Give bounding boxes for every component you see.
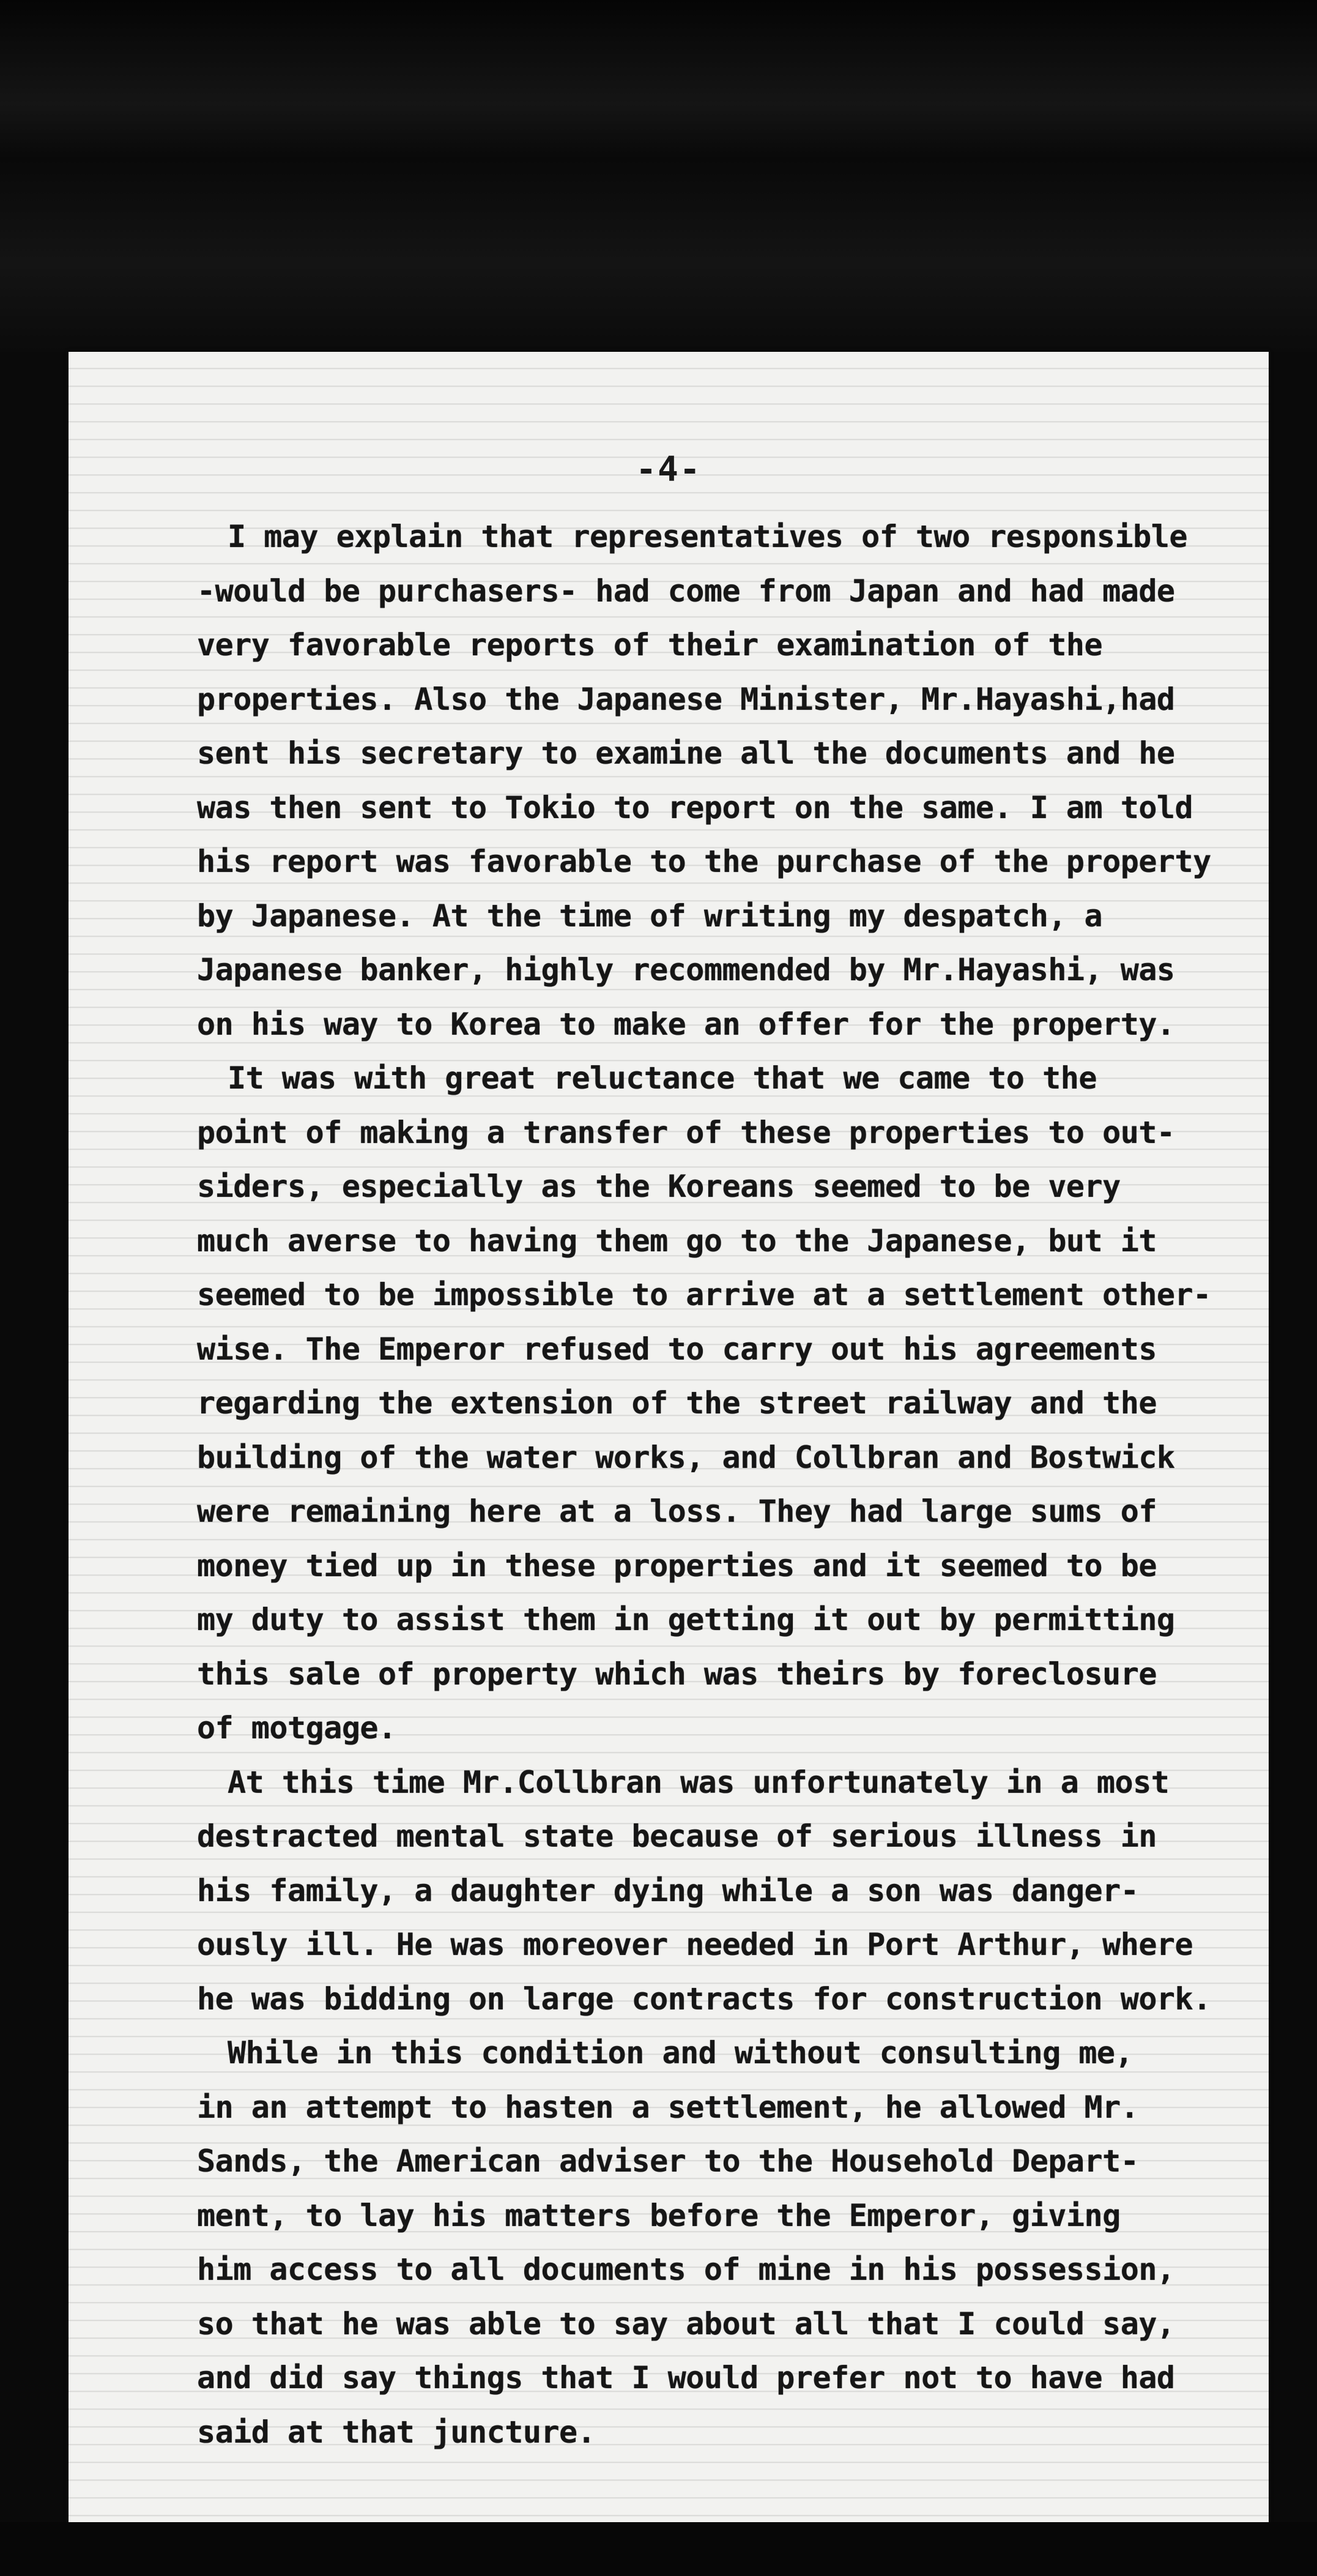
text-line: very favorable reports of their examination of the [197, 627, 1103, 663]
text-line: point of making a transfer of these properties to out- [197, 1114, 1175, 1150]
text-line: While in this condition and without consulting me, [228, 2035, 1133, 2071]
text-line: regarding the extension of the street railway and the [197, 1385, 1157, 1421]
text-line: At this time Mr.Collbran was unfortunately in a most [228, 1764, 1170, 1800]
text-line: of motgage. [197, 1710, 396, 1746]
text-line: his report was favorable to the purchase of the property [197, 844, 1211, 879]
letter-body [197, 510, 1255, 2459]
text-line: seemed to be impossible to arrive at a settlement other- [197, 1277, 1211, 1312]
text-line: wise. The Emperor refused to carry out his agreements [197, 1331, 1157, 1367]
text-line: he was bidding on large contracts for construction work. [197, 1981, 1211, 2017]
text-line: by Japanese. At the time of writing my despatch, a [197, 898, 1103, 934]
microfilm-border-top [0, 0, 1317, 352]
text-line: building of the water works, and Collbran and Bostwick [197, 1439, 1175, 1475]
text-line: on his way to Korea to make an offer for the property. [197, 1006, 1175, 1042]
text-line: were remaining here at a loss. They had large sums of [197, 1494, 1157, 1529]
text-line: money tied up in these properties and it seemed to be [197, 1547, 1157, 1584]
text-line: ously ill. He was moreover needed in Port Arthur, where [197, 1927, 1193, 1962]
text-line: destracted mental state because of serious illness in [197, 1818, 1157, 1854]
text-line: much averse to having them go to the Japanese, but it [197, 1223, 1157, 1259]
text-line: my duty to assist them in getting it out by permitting [197, 1602, 1175, 1637]
typewritten-page [69, 352, 1269, 2522]
page-number: -4- [636, 450, 702, 490]
text-line: sent his secretary to examine all the documents and he [197, 735, 1175, 771]
text-line: It was with great reluctance that we came to the [228, 1060, 1097, 1096]
text-line: Japanese banker, highly recommended by Mr.Hayashi, was [197, 952, 1175, 988]
text-line: so that he was able to say about all that I could say, [197, 2306, 1175, 2342]
text-line: in an attempt to hasten a settlement, he allowed Mr. [197, 2089, 1139, 2125]
text-line: -would be purchasers- had come from Japan and had made [197, 573, 1175, 609]
text-line: I may explain that representatives of two responsible [228, 519, 1187, 554]
text-line: said at that juncture. [197, 2414, 596, 2450]
text-line: him access to all documents of mine in his possession, [197, 2252, 1175, 2287]
text-line: was then sent to Tokio to report on the same. I am told [197, 789, 1193, 825]
text-line: properties. Also the Japanese Minister, Mr.Hayashi,had [197, 681, 1175, 717]
microfilm-border-bottom [0, 2522, 1317, 2576]
text-line: siders, especially as the Koreans seemed to be very [197, 1169, 1121, 1204]
text-line: and did say things that I would prefer not to have had [197, 2360, 1175, 2395]
text-line: ment, to lay his matters before the Emperor, giving [197, 2197, 1121, 2233]
text-line: this sale of property which was theirs by foreclosure [197, 1656, 1157, 1692]
text-line: Sands, the American adviser to the Household Depart- [197, 2143, 1139, 2179]
text-line: his family, a daughter dying while a son was danger- [197, 1872, 1139, 1908]
